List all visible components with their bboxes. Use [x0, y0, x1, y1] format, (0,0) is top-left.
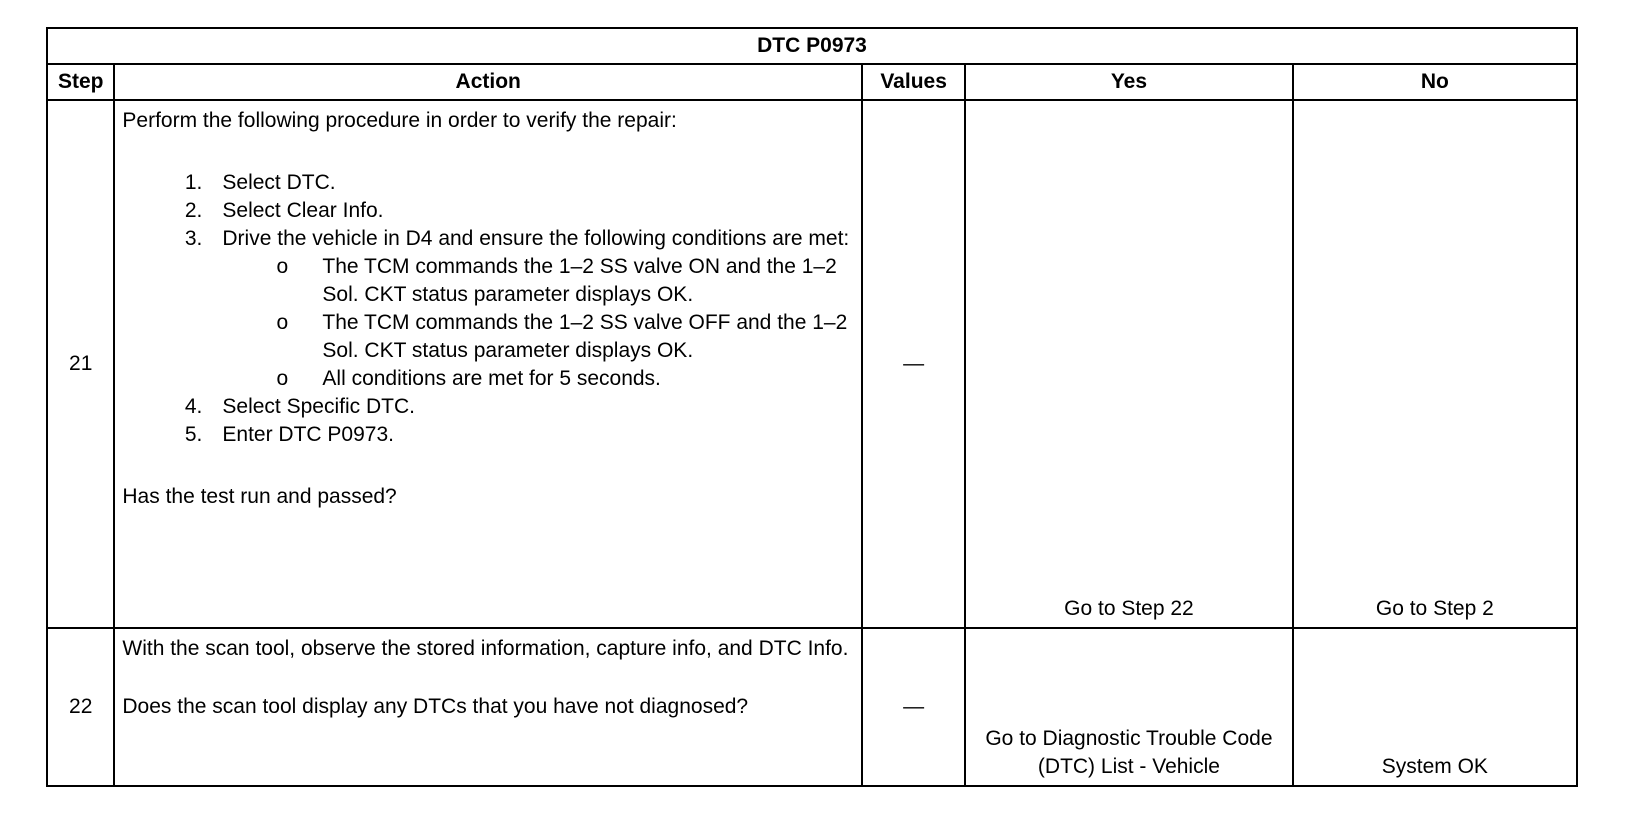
action-intro: With the scan tool, observe the stored information, capture info, and DTC Info.: [122, 637, 849, 660]
table-title-row: [47, 28, 1577, 64]
procedure-step: [184, 169, 853, 197]
step-marker: 1.: [184, 171, 203, 194]
header-yes: Yes: [965, 64, 1292, 100]
no-result: System OK: [1293, 628, 1577, 786]
bullet-marker: o: [276, 255, 289, 278]
yes-result: Go to Diagnostic Trouble Code (DTC) List - Vehicle: [965, 628, 1292, 786]
step-marker: 2.: [184, 199, 203, 222]
action-cell: [114, 628, 862, 786]
step-marker: 5.: [184, 423, 203, 446]
yes-result: Go to Step 22: [965, 100, 1292, 628]
header-action: Action: [114, 64, 862, 100]
table-row: [47, 628, 1577, 786]
step-text: Drive the vehicle in D4 and ensure the following conditions are met:: [222, 227, 850, 250]
table-header-row: [47, 64, 1577, 100]
step-text: Enter DTC P0973.: [222, 423, 394, 446]
procedure-step: [184, 421, 853, 449]
procedure-step: [184, 197, 853, 225]
values-cell: —: [862, 628, 965, 786]
procedure-step: [184, 225, 853, 393]
action-intro: Perform the following procedure in order to verify the repair:: [122, 109, 677, 132]
step-number: 21: [47, 100, 114, 628]
header-step: Step: [47, 64, 114, 100]
condition-text: The TCM commands the 1–2 SS valve OFF and the 1–2 Sol. CKT status parameter displays OK.: [322, 311, 848, 362]
condition-item: [276, 365, 853, 393]
action-question: Has the test run and passed?: [122, 485, 397, 508]
condition-item: [276, 253, 853, 309]
bullet-marker: o: [276, 311, 289, 334]
step-text: Select DTC.: [222, 171, 336, 194]
step-number: 22: [47, 628, 114, 786]
step-marker: 4.: [184, 395, 203, 418]
bullet-marker: o: [276, 367, 289, 390]
action-question: Does the scan tool display any DTCs that you have not diagnosed?: [122, 695, 749, 718]
table-title: DTC P0973: [47, 28, 1577, 64]
dtc-procedure-table: [46, 27, 1578, 787]
condition-item: [276, 309, 853, 365]
step-text: Select Clear Info.: [222, 199, 384, 222]
table-row: [47, 100, 1577, 628]
procedure-step: [184, 393, 853, 421]
step-marker: 3.: [184, 227, 203, 250]
header-values: Values: [862, 64, 965, 100]
values-cell: —: [862, 100, 965, 628]
header-no: No: [1293, 64, 1577, 100]
procedure-list: [122, 169, 853, 449]
condition-text: The TCM commands the 1–2 SS valve ON and the 1–2 Sol. CKT status parameter displays OK.: [322, 255, 837, 306]
no-result: Go to Step 2: [1293, 100, 1577, 628]
condition-text: All conditions are met for 5 seconds.: [322, 367, 661, 390]
step-text: Select Specific DTC.: [222, 395, 415, 418]
action-cell: [114, 100, 862, 628]
condition-list: [222, 253, 853, 393]
